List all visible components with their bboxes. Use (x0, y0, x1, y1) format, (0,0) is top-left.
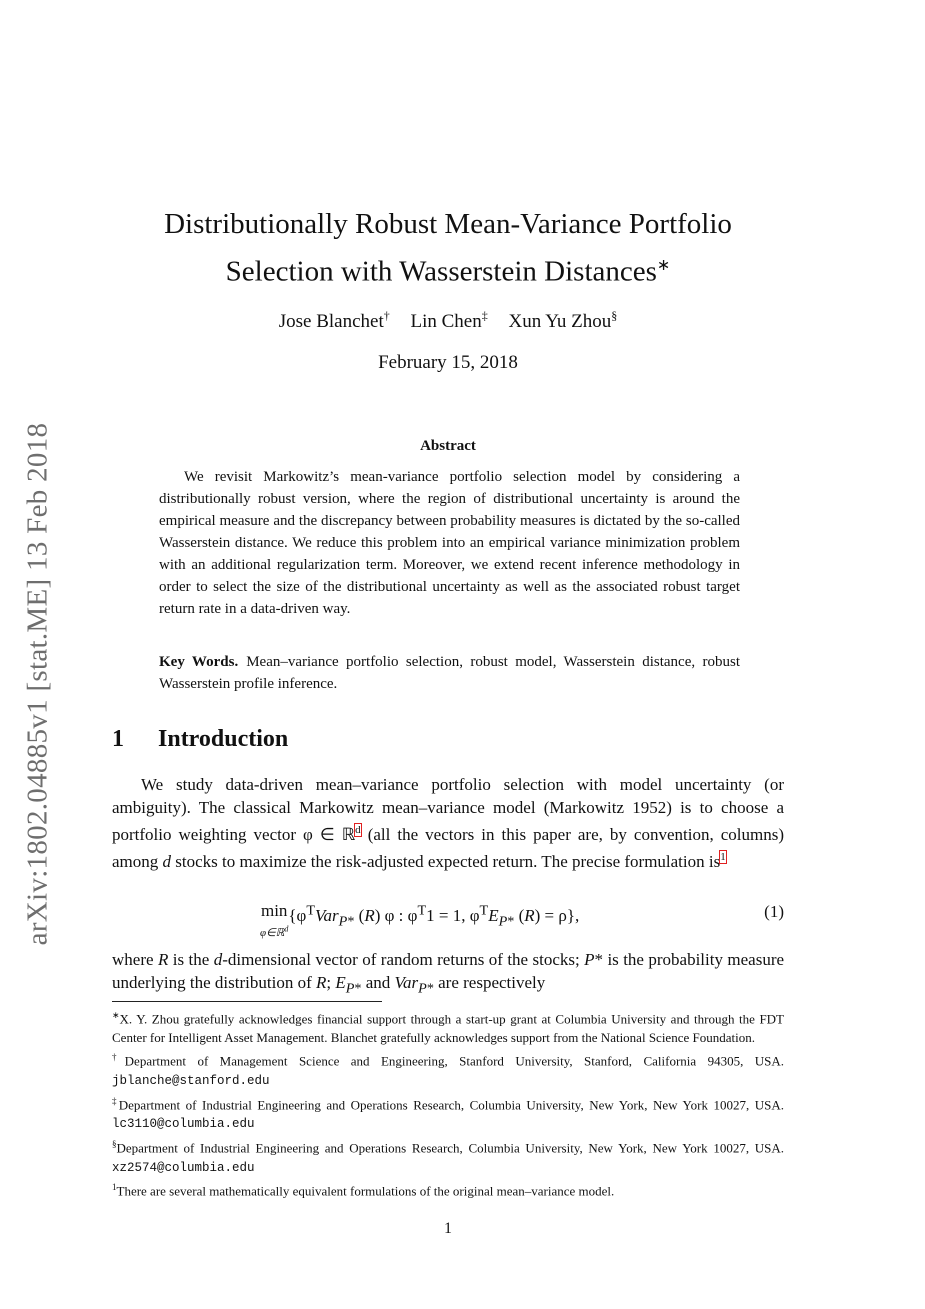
intro-text: We study data-driven mean–variance portfolio selection with model uncertainty (or ambiguity). The classical Markowitz mean–variance model (Markowitz 1952) is to choose a portfolio weighting vector φ ∈ ℝ$^d$ (all the vectors in this paper are, by convention, columns) among d stocks to maximize the risk-adjusted expected return. The precise formulation is (112, 775, 785, 871)
footnote: §Department of Industrial Engineering and Operations Research, Columbia University, New York, New York 10027, USA. xz2574@columbia.edu (112, 1138, 784, 1175)
author: Jose Blanchet† (278, 309, 390, 333)
intro-paragraph (112, 774, 784, 873)
footnotes (112, 1006, 784, 1202)
keywords-label: Key Words. (159, 654, 239, 670)
footnote: $^1$There are several mathematically equivalent formulations of the original mean–variance model. (112, 1182, 615, 1199)
title-line-1: Distributionally Robust Mean-Variance Portfolio (164, 208, 732, 240)
section-title: Introduction (158, 726, 289, 752)
author: Lin Chen‡ (410, 309, 488, 333)
footnote: ‡Department of Industrial Engineering and Operations Research, Columbia University, New York, New York 10027, USA. lc3110@columbia.edu (112, 1095, 784, 1132)
paper-title (112, 203, 784, 293)
footnote: ∗X. Y. Zhou gratefully acknowledges financial support through a start-up grant at Columbia University and through the FDT Center for Intelligent Asset Management. Blanchet gratefully acknowledges support from the National Science Foundation. (112, 1010, 784, 1045)
footnote: †Department of Management Science and Engineering, Stanford University, Stanford, California 94305, USA. jblanche@stanford.edu (112, 1052, 785, 1089)
arxiv-stamp (18, 400, 58, 968)
section-number: 1 (112, 726, 124, 752)
page-number: 1 (444, 1220, 452, 1237)
title-footnote-mark: ∗ (656, 257, 671, 274)
abstract-body: We revisit Markowitz’s mean-variance portfolio selection model by considering a distributionally robust version, where the region of distributional uncertainty is around the empirical measure and the discrepancy between probability measures is dictated by the so-called Wasserstein distance. We reduce this problem into an empirical variance minimization problem with an additional regularization term. Moreover, we extend recent inference methodology in order to select the size of the distributional uncertainty as well as the associated robust target return rate in a data-driven way. (159, 469, 740, 617)
equation-body: {$\varphi^TVar_{P*}$ (R) φ : $\varphi^T1 = 1$, $\varphi^TE_{P*}$ (R) = ρ}, (288, 902, 580, 930)
keywords (159, 651, 740, 695)
arxiv-id: arXiv:1802.04885v1 [stat.ME] 13 Feb 2018 (21, 422, 54, 946)
email-link[interactable]: lc3110@columbia.edu (112, 1117, 255, 1132)
keywords-text: Mean–variance portfolio selection, robust model, Wasserstein distance, robust Wasserstein profile inference. (159, 654, 740, 692)
equation-number: (1) (764, 902, 784, 921)
author: Xun Yu Zhou§ (508, 309, 618, 333)
continuation-paragraph: where R is the d-dimensional vector of random returns of the stocks; P* is the probability measure underlying the distribution of R; $E_{P*}$ and Var$_{P*}$ are respectively (112, 950, 785, 996)
email-link[interactable]: xz2574@columbia.edu (112, 1160, 255, 1175)
title-line-2: Selection with Wasserstein Distances∗ (225, 255, 671, 288)
equation-formula (260, 902, 579, 942)
abstract-heading: Abstract (420, 438, 476, 454)
footnote-ref-link[interactable]: 1 (720, 851, 726, 864)
author-list (112, 309, 784, 333)
section-heading (112, 726, 288, 753)
equation-1 (112, 901, 784, 939)
footnote-divider (112, 1001, 382, 1002)
equation-min-operator: min φ∈ℝ$^d$ (260, 901, 289, 939)
email-link[interactable]: jblanche@stanford.edu (112, 1074, 270, 1089)
publication-date: February 15, 2018 (378, 352, 518, 373)
